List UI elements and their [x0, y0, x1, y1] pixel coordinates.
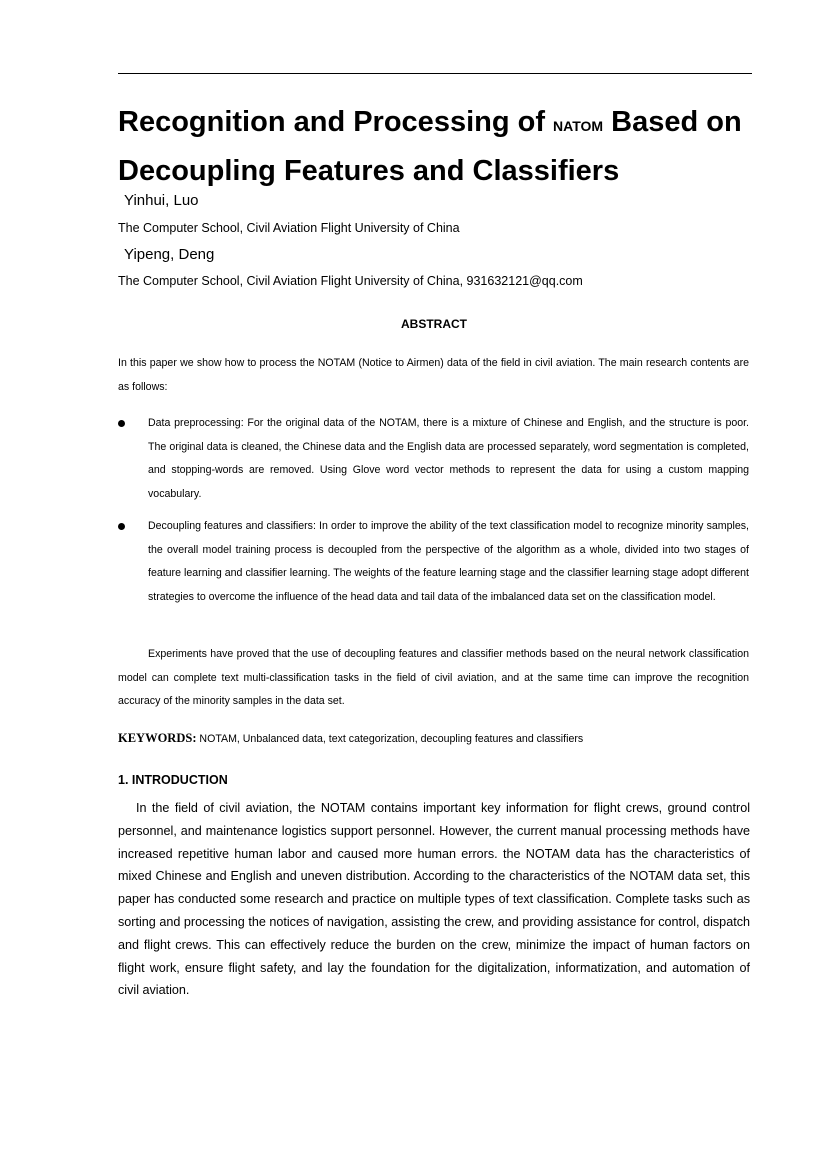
header-rule: [118, 73, 752, 74]
abstract-intro: In this paper we show how to process the NOTAM (Notice to Airmen) data of the field in civil aviation. The main research contents are as follows:: [118, 357, 749, 393]
section-heading-introduction: 1. INTRODUCTION: [118, 773, 228, 787]
title-part-2: Based on Decoupling Features and Classifiers: [118, 106, 742, 187]
keywords-label: KEYWORDS:: [118, 731, 197, 745]
keywords-text: NOTAM, Unbalanced data, text categorization, decoupling features and classifiers: [196, 733, 584, 745]
author-affiliation-2: The Computer School, Civil Aviation Flight University of China, 931632121@qq.com: [118, 274, 583, 288]
author-affiliation-1: The Computer School, Civil Aviation Flight University of China: [118, 221, 460, 235]
abstract-bullet-2: Decoupling features and classifiers: In order to improve the ability of the text classification model to recognize minority samples, the overall model training process is decoupled from the perspective of the algorithm as a whole, divided into two stages of feature learning and classifier learning. The weights of the feature learning stage and the classifier learning stage adopt different strategies to overcome the influence of the head data and tail data of the imbalanced data set on the classification model.: [148, 520, 749, 603]
abstract-heading: ABSTRACT: [401, 317, 467, 331]
keywords-line: [118, 729, 758, 748]
author-name-2: Yipeng, Deng: [124, 246, 215, 263]
abstract-bullet-1: Data preprocessing: For the original data of the NOTAM, there is a mixture of Chinese and English, and the structure is poor. The original data is cleaned, the Chinese data and the English data are processed separately, word segmentation is completed, and stopping-words are removed. Using Glove word vector methods to represent the data for using a custom mapping vocabulary.: [148, 417, 749, 500]
bullet-dot-2: [118, 523, 125, 530]
title-part-1: Recognition and Processing of: [118, 106, 554, 138]
introduction-paragraph: In the field of civil aviation, the NOTAM contains important key information for flight crews, ground control personnel, and maintenance logistics support personnel. However, the current manual processing methods have increased repetitive human labor and caused more human errors. the NOTAM data has the characteristics of mixed Chinese and English and uneven distribution. According to the characteristics of the NOTAM data set, this paper has conducted some research and practice on multiple types of text classification. Complete tasks such as sorting and processing the notices of navigation, assisting the crew, and providing assistance for control, dispatch and flight crews. This can effectively reduce the burden on the crew, minimize the impact of human factors on flight work, ensure flight safety, and lay the foundation for the digitalization, informatization, and automation of civil aviation.: [118, 801, 750, 998]
paper-title: [118, 100, 758, 194]
title-acronym: NATOM: [553, 118, 604, 134]
bullet-dot-1: [118, 420, 125, 427]
abstract-conclusion: Experiments have proved that the use of decoupling features and classifier methods based on the neural network classification model can complete text multi-classification tasks in the field of civil aviation, and at the same time can improve the recognition accuracy of the minority samples in the data set.: [118, 648, 749, 707]
author-name-1: Yinhui, Luo: [124, 192, 199, 209]
